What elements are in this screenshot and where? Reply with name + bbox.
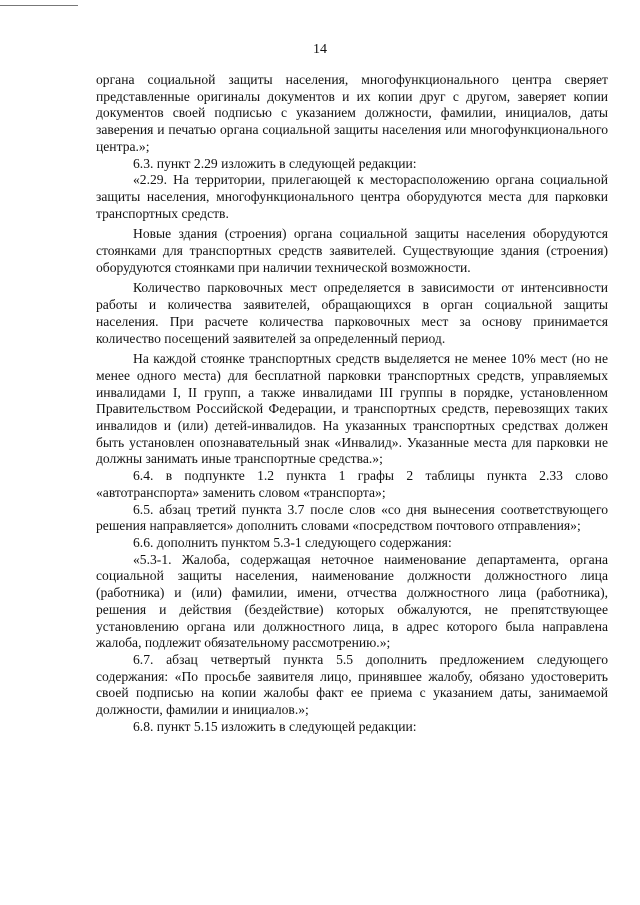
paragraph: «5.3-1. Жалоба, содержащая неточное наименование департамента, органа социальной защиты населения, наименование должности должностного лица (работника) и (или) фамилии, имени, отчества должностного лица (работника), решения и действия (бездействие) которых обжалуются, не препятствующее установлению органа или должностного лица, в адрес которого была направлена жалоба, подлежит обязательному рассмотрению.»; — [96, 551, 608, 651]
paragraph: 6.7. абзац четвертый пункта 5.5 дополнить предложением следующего содержания: «По просьбе заявителя лицо, принявшее жалобу, обязано удостоверить своей подписью на копии жалобы факт ее приема с указанием даты, занимаемой должности, фамилии и инициалов.»; — [96, 651, 608, 718]
page-number: 14 — [313, 42, 327, 57]
paragraph: 6.8. пункт 5.15 изложить в следующей редакции: — [133, 718, 417, 734]
document-body — [96, 72, 608, 735]
paragraph: На каждой стоянке транспортных средств выделяется не менее 10% мест (но не менее одного места) для бесплатной парковки транспортных средств, управляемых инвалидами I, II групп, а также инвалидами III группы в порядке, установленном Правительством Российской Федерации, и транспортных средств, перевозящих таких инвалидов и (или) детей-инвалидов. На указанных транспортных средствах должен быть установлен опознавательный знак «Инвалид». Указанные места для парковки не должны занимать иные транспортные средства.»; — [96, 351, 608, 467]
paragraph: 6.6. дополнить пунктом 5.3-1 следующего содержания: — [133, 534, 452, 550]
paragraph: органа социальной защиты населения, многофункционального центра сверяет представленные оригиналы документов и их копии друг с другом, заверяет копии документов своей подписью с указанием должности, фамилии, инициалов, даты заверения и печатью органа социальной защиты населения или многофункционального центра.»; — [96, 72, 608, 154]
paragraph: 6.4. в подпункте 1.2 пункта 1 графы 2 таблицы пункта 2.33 слово «автотранспорта» заменить словом «транспорта»; — [96, 468, 608, 500]
paragraph: 6.3. пункт 2.29 изложить в следующей редакции: — [133, 155, 417, 171]
paragraph: 6.5. абзац третий пункта 3.7 после слов «со дня вынесения соответствующего решения направляется» дополнить словами «посредством почтового отправления»; — [96, 501, 608, 534]
paragraph: «2.29. На территории, прилегающей к месторасположению органа социальной защиты населения, многофункционального центра оборудуются места для парковки транспортных средств. — [96, 172, 608, 221]
paragraph: Новые здания (строения) органа социальной защиты населения оборудуются стоянками для транспортных средств заявителей. Существующие здания (строения) оборудуются стоянками при наличии технической возможности. — [96, 226, 608, 275]
corner-rule — [0, 5, 78, 6]
paragraph: Количество парковочных мест определяется в зависимости от интенсивности работы и количества заявителей, обращающихся в орган социальной защиты населения. При расчете количества парковочных мест за основу принимается количество посещений заявителей за определенный период. — [96, 280, 608, 346]
